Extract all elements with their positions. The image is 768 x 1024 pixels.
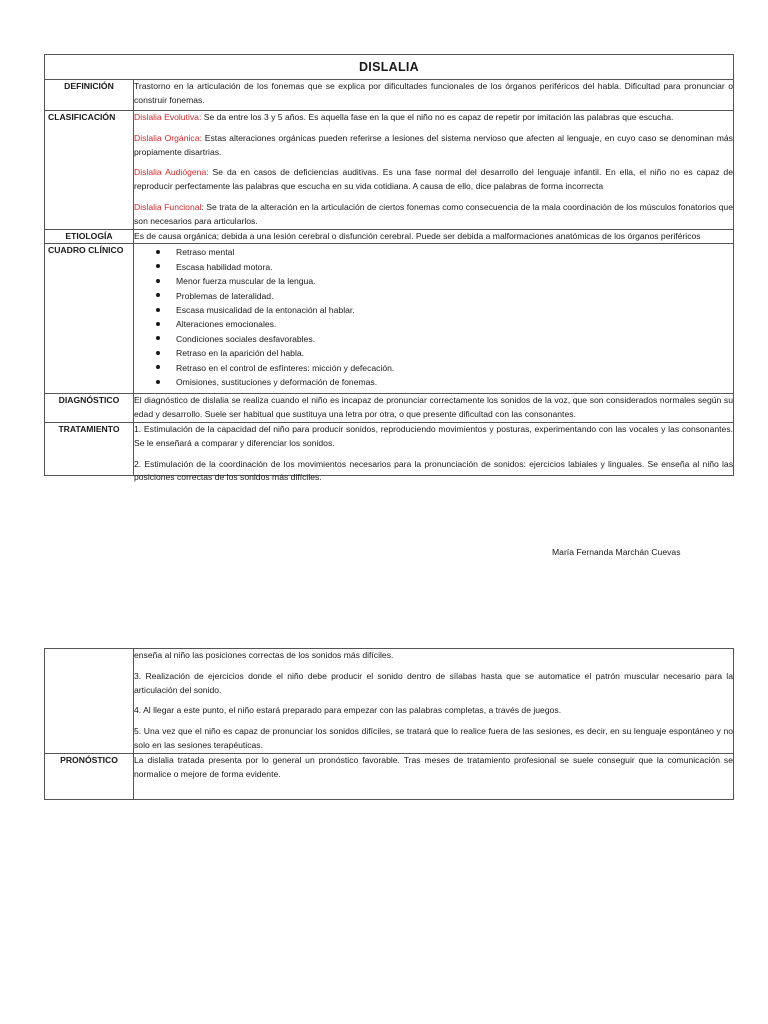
bullet-icon [156,293,160,297]
list-item-text: Alteraciones emocionales. [176,319,277,330]
document-title: DISLALIA [358,60,420,74]
row-cuadro-clinico [45,244,734,394]
clasificacion-funcional [134,201,733,229]
list-item [164,245,733,259]
tratamiento-paso-2-cont: enseña al niño las posiciones correctas de los sonidos más difíciles. [134,650,394,660]
tratamiento-paso-2-hidden: enseña al niño las posiciones correctas de los sonidos más difíciles. [134,458,733,483]
label-diagnostico: DIAGNÓSTICO [45,394,134,423]
list-item [164,289,733,303]
tratamiento-paso-1: 1. Estimulación de la capacidad del niño para producir sonidos, reproduciendo movimientos y posturas, experimentando con las vocales y las consonantes. Se le enseñará a comparar y diferenciar los sonidos. [134,424,733,448]
bullet-icon [156,264,160,268]
list-item [164,375,733,389]
text-audiogena: Se da en casos de deficiencias auditivas. Es una fase normal del desarrollo del lenguaje infantil. En ella, el niño no es capaz de reproducir perfectamente las palabras que escucha en su vida cotidiana. A causa de ello, dice palabras de forma incorrecta [134,167,733,192]
list-item [164,346,733,360]
row-etiologia [45,229,734,244]
text-organica: Estas alteraciones orgánicas pueden referirse a lesiones del sistema nervioso que afecten al lenguaje, en cuyo caso se denominan más propiamente disartrias. [134,132,733,157]
bullet-icon [156,380,160,384]
bullet-icon [156,279,160,283]
list-item-text: Retraso mental [176,247,235,258]
term-organica: Dislalia Orgánica: [134,132,202,143]
table-title-cell [45,55,734,80]
pronostico-text: La dislalia tratada presenta por lo general un pronóstico favorable. Tras meses de tratamiento profesional se suele conseguir que la comunicación se normalice o mejore de forma evidente. [134,754,733,779]
list-item [164,260,733,274]
list-item-text: Menor fuerza muscular de la lengua. [176,276,316,287]
label-tratamiento: TRATAMIENTO [45,423,134,476]
row-tratamiento [45,423,734,476]
list-item [164,332,733,346]
row-tratamiento-cont [45,649,734,754]
author-name: María Fernanda Marchán Cuevas [552,547,681,557]
label-cuadro-clinico: CUADRO CLÍNICO [45,244,134,394]
bullet-icon [156,365,160,369]
label-clasificacion: CLASIFICACIÓN [45,111,134,230]
list-item [164,361,733,375]
tratamiento-paso-2 [134,458,733,486]
tratamiento-paso-4: 4. Al llegar a este punto, el niño estará preparado para empezar con las palabras completas, a través de juegos. [134,705,562,716]
term-evolutiva: Dislalia Evolutiva: [134,112,202,122]
etiologia-text: Es de causa orgánica; debida a una lesión cerebral o disfunción cerebral. Puede ser debida a malformaciones anatómicas de los órganos periféricos [134,230,701,241]
text-evolutiva: Se da entre los 3 y 5 años. Es aquella fase en la que el niño no es capaz de repetir por imitación las palabras que escucha. [201,112,674,122]
clasificacion-organica [134,132,733,160]
bullet-icon [156,322,160,326]
bullet-icon [156,250,160,254]
clasificacion-evolutiva [134,111,733,125]
row-clasificacion [45,111,734,230]
diagnostico-text: El diagnóstico de dislalia se realiza cuando el niño es incapaz de pronunciar correctamente los sonidos de la voz, que son considerados normales según su edad y desarrollo. Suele ser habitual que sustituya una letra por otra, o que presente dificultad con las consonantes. [134,395,733,420]
definicion-text: Trastorno en la articulación de los fonemas que se explica por dificultades funcionales de los órganos periféricos del habla. Dificultad para pronunciar o construir fonemas. [134,81,733,105]
list-item [164,274,733,288]
tratamiento-paso-5: 5. Una vez que el niño es capaz de pronunciar los sonidos difíciles, se tratará que lo realice fuera de las sesiones, es decir, en su lenguaje espontáneo y no solo en las sesiones terapéuticas. [134,726,733,750]
list-item-text: Condiciones sociales desfavorables. [176,333,316,344]
label-empty [45,649,134,754]
row-definicion [45,80,734,111]
tratamiento-paso-3: 3. Realización de ejercicios donde el niño debe producir el sonido dentro de sílabas hasta que se automatice el patrón muscular necesario para la articulación del sonido. [134,670,733,695]
list-item-text: Retraso en el control de esfínteres: micción y defecación. [176,362,395,373]
row-pronostico [45,753,734,799]
term-funcional: Dislalia Funcional [134,201,202,212]
dislalia-table-page-1 [44,54,734,483]
cuadro-clinico-list [134,245,733,389]
tratamiento-paso-2-text: 2. Estimulación de la coordinación de los movimientos necesarios para la pronunciación de sonidos: ejercicios labiales y linguales. Se [134,458,659,469]
bullet-icon [156,351,160,355]
list-item [164,303,733,317]
tratamiento-paso-2-clip [134,458,733,483]
list-item-text: Omisiones, sustituciones y deformación de fonemas. [176,377,378,388]
row-diagnostico [45,394,734,423]
bullet-icon [156,308,160,312]
list-item [164,317,733,331]
list-item-text: Escasa habilidad motora. [176,261,273,272]
list-item-text: Problemas de lateralidad. [176,290,274,301]
dislalia-table-page-2 [44,648,734,800]
label-etiologia: ETIOLOGÍA [45,229,134,244]
label-definicion: DEFINICIÓN [45,80,134,111]
list-item-text: Escasa musicalidad de la entonación al hablar. [176,305,355,315]
clasificacion-audiogena [134,166,733,194]
text-funcional: : Se trata de la alteración en la articulación de ciertos fonemas como consecuencia de la mala coordinación de los músculos fonatorios que son necesarios para articularlos. [134,201,733,226]
bullet-icon [156,336,160,340]
term-audiogena: Dislalia Audiógena: [134,167,209,178]
list-item-text: Retraso en la aparición del habla. [176,348,305,359]
label-pronostico: PRONÓSTICO [45,753,134,799]
